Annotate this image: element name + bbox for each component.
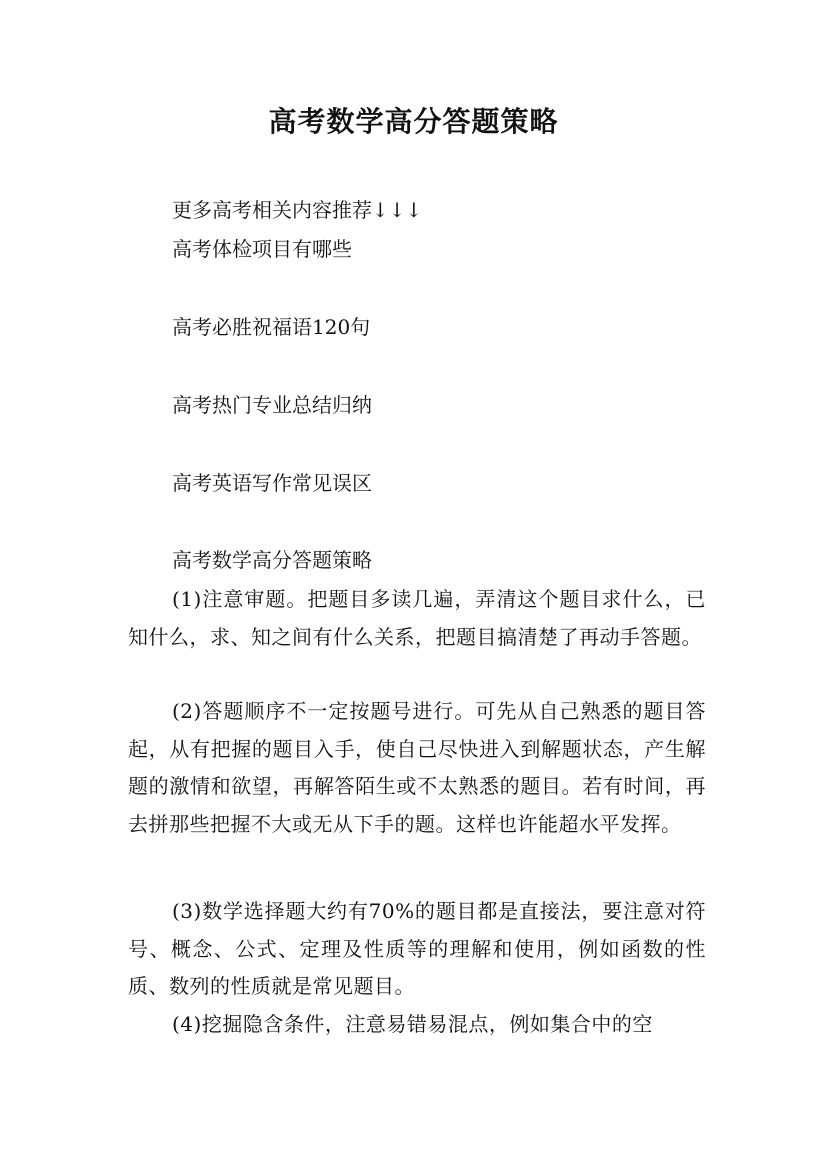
paragraph-4: (4)挖掘隐含条件，注意易错易混点，例如集合中的空 [172,1012,653,1036]
document-title: 高考数学高分答题策略 [268,105,559,138]
recommend-heading: 更多高考相关内容推荐↓↓↓ [172,198,423,222]
paragraph-3: (3)数学选择题大约有70%的题目都是直接法，要注意对符号、概念、公式、定理及性质等的理解和使用，例如函数的性质、数列的性质就是常见题目。 [128,899,706,998]
related-link-blessings[interactable]: 高考必胜祝福语120句 [172,315,371,339]
paragraph-1: (1)注意审题。把题目多读几遍，弄清这个题目求什么，已知什么，求、知之间有什么关系，把题目搞清楚了再动手答题。 [128,587,706,649]
related-link-physical-exam[interactable]: 高考体检项目有哪些 [172,237,352,261]
section-heading: 高考数学高分答题策略 [172,548,372,572]
paragraph-2: (2)答题顺序不一定按题号进行。可先从自己熟悉的题目答起，从有把握的题目入手，使自己尽快进入到解题状态，产生解题的激情和欲望，再解答陌生或不太熟悉的题目。若有时间，再去拼那些把握不大或无从下手的题。这样也许能超水平发挥。 [128,699,706,836]
related-link-english-writing[interactable]: 高考英语写作常见误区 [172,471,372,495]
related-link-majors[interactable]: 高考热门专业总结归纳 [172,393,372,417]
